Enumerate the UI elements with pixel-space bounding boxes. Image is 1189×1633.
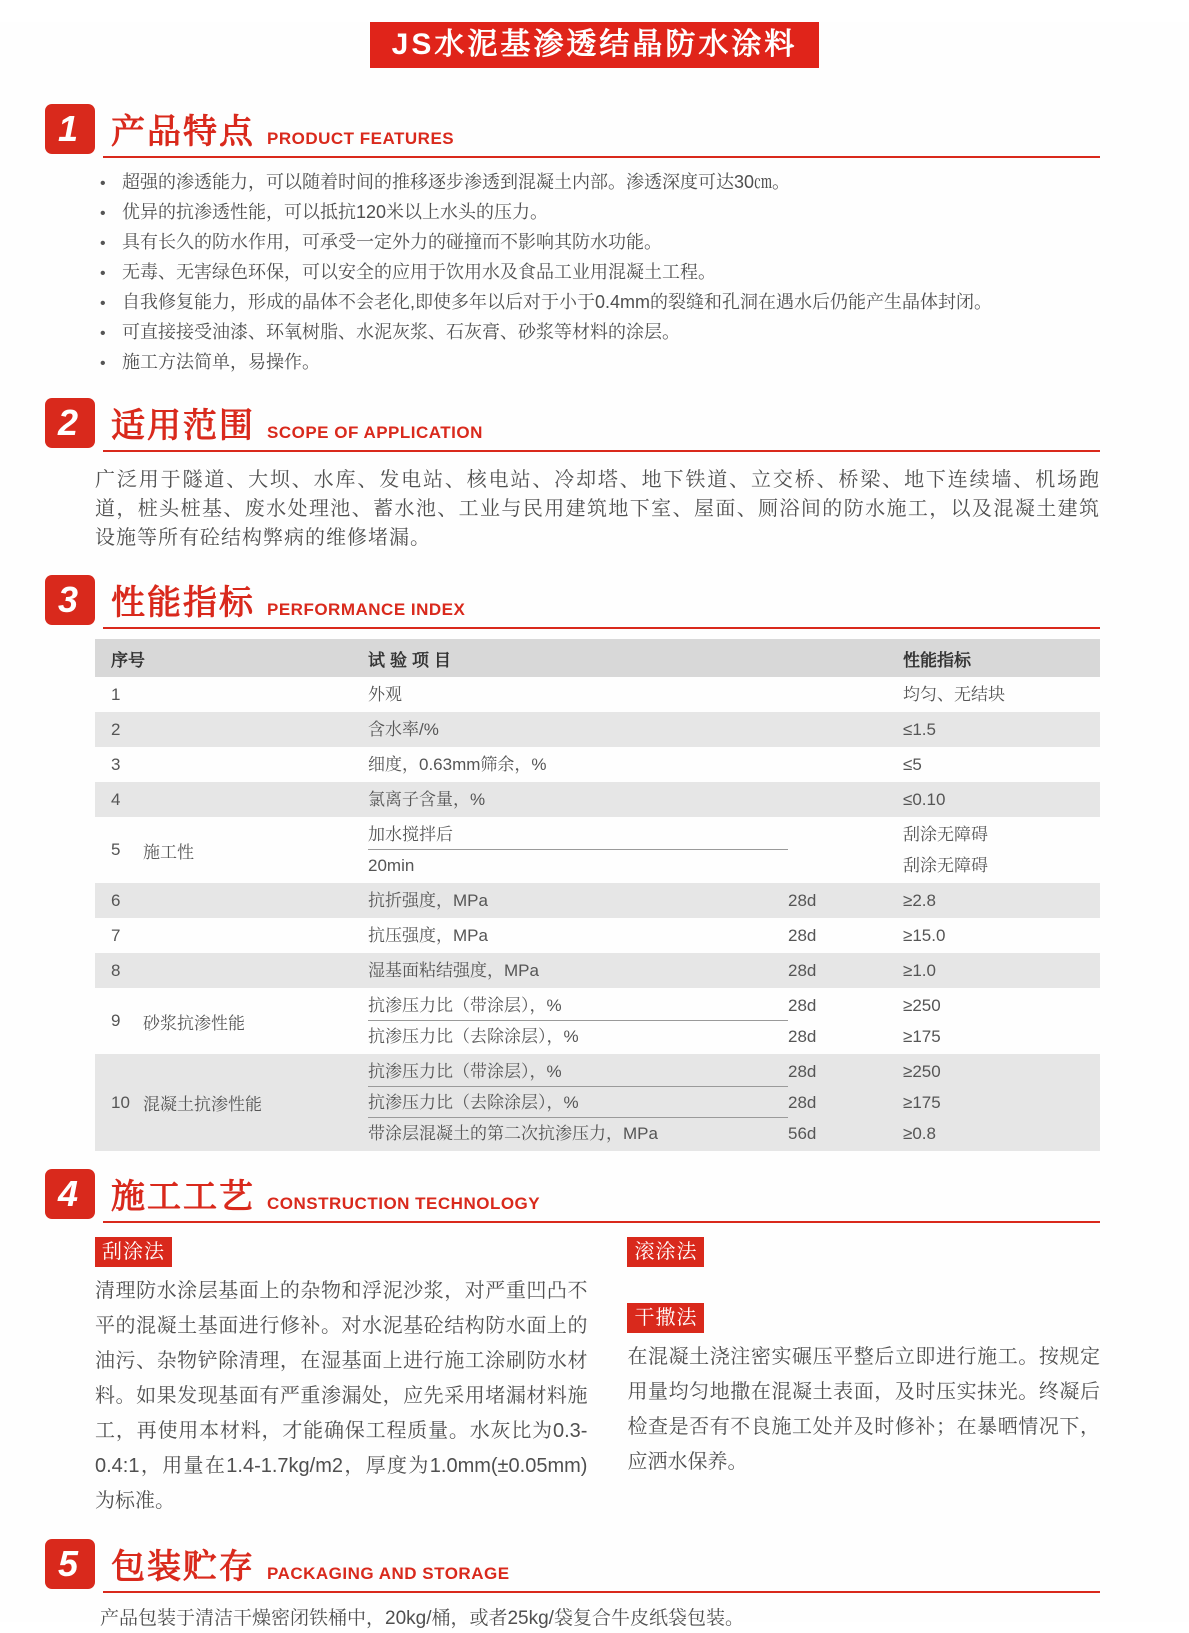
feature-text: 具有长久的防水作用，可承受一定外力的碰撞而不影响其防水功能。 bbox=[122, 232, 662, 252]
header-cell-age bbox=[788, 641, 903, 675]
feature-text: 优异的抗渗透性能，可以抵抗120米以上水头的压力。 bbox=[122, 202, 549, 222]
section-number-badge: 5 bbox=[45, 1539, 95, 1589]
cell-row-number: 2 bbox=[111, 719, 121, 739]
cell-category bbox=[143, 714, 368, 745]
performance-table bbox=[95, 639, 1100, 1151]
cell-index-value: ≥1.0 bbox=[903, 961, 936, 980]
cell-category bbox=[143, 784, 368, 815]
table-row bbox=[95, 817, 1100, 883]
cell-test-item: 湿基面粘结强度，MPa bbox=[368, 961, 539, 980]
cell-age: 28d bbox=[788, 926, 817, 945]
cell-row-number: 10 bbox=[111, 1092, 130, 1112]
cell-index-value: ≥2.8 bbox=[903, 891, 936, 910]
cell-age bbox=[788, 714, 903, 745]
packaging-paragraph: 产品包装于清洁干燥密闭铁桶中，20kg/桶，或者25kg/袋复合牛皮纸袋包装。 bbox=[100, 1608, 744, 1629]
cell-test-item: 外观 bbox=[368, 685, 402, 704]
cell-test-item: 抗折强度，MPa bbox=[368, 891, 488, 910]
spacer bbox=[627, 1267, 1100, 1303]
method-badge-roll: 滚涂法 bbox=[627, 1237, 704, 1267]
cell-index-value: ≤1.5 bbox=[903, 720, 936, 739]
section-underline bbox=[103, 1591, 1100, 1593]
table-row bbox=[95, 883, 1100, 918]
cell-index-value: ≤5 bbox=[903, 755, 922, 774]
feature-item bbox=[100, 168, 1100, 198]
section-subtitle: CONSTRUCTION TECHNOLOGY bbox=[267, 1194, 541, 1213]
feature-text: 施工方法简单，易操作。 bbox=[122, 352, 320, 372]
method-text-dry-sprinkle: 在混凝土浇注密实碾压平整后立即进行施工。按规定用量均匀地撒在混凝土表面，及时压实抹光。终凝后检查是否有不良施工处并及时修补；在暴晒情况下，应洒水保养。 bbox=[627, 1346, 1100, 1473]
section-subtitle: PRODUCT FEATURES bbox=[267, 129, 455, 148]
cell-test-item: 抗压强度，MPa bbox=[368, 926, 488, 945]
section-title: 施工工艺 bbox=[111, 1178, 255, 1216]
feature-item bbox=[100, 258, 1100, 288]
construction-methods bbox=[95, 1237, 1100, 1519]
cell-category: 施工性 bbox=[143, 842, 194, 862]
section-title: 产品特点 bbox=[111, 113, 255, 151]
page-title: JS水泥基渗透结晶防水涂料 bbox=[370, 22, 820, 68]
cell-index-value: ≤0.10 bbox=[903, 790, 946, 809]
cell-index-value: ≥250 ≥175 bbox=[903, 996, 941, 1046]
cell-index-value: ≥250 ≥175 ≥0.8 bbox=[903, 1062, 941, 1143]
cell-row-number: 3 bbox=[111, 754, 121, 774]
section-header-performance bbox=[45, 575, 1100, 629]
bullet-icon: • bbox=[100, 175, 106, 192]
method-text-scrape: 清理防水涂层基面上的杂物和浮泥沙浆，对严重凹凸不平的混凝土基面进行修补。对水泥基砼结构防水面上的油污、杂物铲除清理，在湿基面上进行施工涂刷防水材料。如果发现基面有严重渗漏处，应先采用堵漏材料施工，再使用本材料，才能确保工程质量。水灰比为0.3-0.4:1，用量在1.4-1.7kg/m2，厚度为1.0mm(±0.05mm)为标准。 bbox=[95, 1280, 588, 1512]
header-cell-no: 序号 bbox=[111, 650, 145, 670]
feature-item bbox=[100, 228, 1100, 258]
construction-left-column bbox=[95, 1237, 587, 1519]
cell-test-item: 加水搅拌后 20min bbox=[368, 819, 788, 881]
cell-row-number: 8 bbox=[111, 960, 121, 980]
cell-test-item: 含水率/% bbox=[368, 720, 439, 739]
cell-row-number: 1 bbox=[111, 684, 121, 704]
header-cell-index: 性能指标 bbox=[903, 650, 971, 670]
cell-age: 28d bbox=[788, 961, 817, 980]
table-header-row bbox=[95, 639, 1100, 677]
method-badge-scrape: 刮涂法 bbox=[95, 1237, 172, 1267]
cell-age bbox=[788, 819, 903, 881]
section-title: 包装贮存 bbox=[111, 1548, 255, 1586]
section-header-product-features bbox=[45, 104, 1100, 158]
table-row bbox=[95, 747, 1100, 782]
bullet-icon: • bbox=[100, 205, 106, 222]
cell-row-number: 9 bbox=[111, 1011, 121, 1030]
cell-index-value: ≥15.0 bbox=[903, 926, 946, 945]
header-cell-item: 试验项目 bbox=[368, 650, 456, 670]
bullet-icon: • bbox=[100, 265, 106, 282]
cell-row-number: 6 bbox=[111, 890, 121, 910]
table-row bbox=[95, 988, 1100, 1054]
bullet-icon: • bbox=[100, 355, 106, 372]
features-list bbox=[100, 168, 1100, 378]
performance-table-body bbox=[95, 677, 1100, 1151]
cell-index-value: 刮涂无障碍 刮涂无障碍 bbox=[903, 825, 988, 875]
cell-category: 混凝土抗渗性能 bbox=[143, 1095, 262, 1114]
cell-test-item: 细度，0.63mm筛余，% bbox=[368, 755, 547, 774]
feature-text: 可直接接受油漆、环氧树脂、水泥灰浆、石灰膏、砂浆等材料的涂层。 bbox=[122, 322, 680, 342]
section-underline bbox=[103, 156, 1100, 158]
feature-item bbox=[100, 348, 1100, 378]
feature-text: 超强的渗透能力，可以随着时间的推移逐步渗透到混凝土内部。渗透深度可达30㎝。 bbox=[122, 172, 791, 192]
feature-item bbox=[100, 198, 1100, 228]
bullet-icon: • bbox=[100, 235, 106, 252]
cell-age bbox=[788, 679, 903, 710]
table-row bbox=[95, 953, 1100, 988]
section-number-badge: 4 bbox=[45, 1169, 95, 1219]
bullet-icon: • bbox=[100, 295, 106, 312]
cell-age: 28d bbox=[788, 891, 817, 910]
section-number-badge: 3 bbox=[45, 575, 95, 625]
section-subtitle: PACKAGING AND STORAGE bbox=[267, 1564, 510, 1583]
section-underline bbox=[103, 450, 1100, 452]
cell-category bbox=[143, 920, 368, 951]
table-row bbox=[95, 1054, 1100, 1151]
cell-category: 砂浆抗渗性能 bbox=[143, 1013, 245, 1033]
method-badge-dry-sprinkle: 干撒法 bbox=[627, 1303, 704, 1333]
cell-test-item: 抗渗压力比（带涂层），% 抗渗压力比（去除涂层），% 带涂层混凝土的第二次抗渗压力，MPa bbox=[368, 1056, 788, 1149]
section-header-scope bbox=[45, 398, 1100, 452]
feature-text: 无毒、无害绿色环保，可以安全的应用于饮用水及食品工业用混凝土工程。 bbox=[122, 262, 716, 282]
product-spec-page bbox=[0, 22, 1189, 1629]
section-subtitle: SCOPE OF APPLICATION bbox=[267, 423, 483, 442]
cell-test-item: 氯离子含量，% bbox=[368, 790, 486, 809]
cell-category bbox=[143, 749, 368, 780]
section-header-packaging bbox=[45, 1539, 1100, 1593]
section-title: 性能指标 bbox=[111, 584, 255, 622]
cell-index-value: 均匀、无结块 bbox=[903, 685, 1005, 704]
feature-text: 自我修复能力，形成的晶体不会老化,即使多年以后对于小于0.4mm的裂缝和孔洞在遇水后仍能产生晶体封闭。 bbox=[122, 292, 993, 312]
construction-right-column bbox=[627, 1237, 1100, 1519]
table-row bbox=[95, 712, 1100, 747]
cell-row-number: 4 bbox=[111, 789, 121, 809]
feature-item bbox=[100, 288, 1100, 318]
feature-item bbox=[100, 318, 1100, 348]
cell-row-number: 5 bbox=[111, 840, 121, 859]
section-underline bbox=[103, 627, 1100, 629]
section-title: 适用范围 bbox=[111, 407, 255, 445]
cell-age: 28d 28d 56d bbox=[788, 1062, 817, 1143]
cell-category bbox=[143, 885, 368, 916]
section-underline bbox=[103, 1221, 1100, 1223]
cell-age: 28d 28d bbox=[788, 996, 817, 1046]
cell-test-item: 抗渗压力比（带涂层），% 抗渗压力比（去除涂层），% bbox=[368, 990, 788, 1052]
table-row bbox=[95, 677, 1100, 712]
section-subtitle: PERFORMANCE INDEX bbox=[267, 600, 466, 619]
section-number-badge: 2 bbox=[45, 398, 95, 448]
cell-row-number: 7 bbox=[111, 925, 121, 945]
bullet-icon: • bbox=[100, 325, 106, 342]
section-number-badge: 1 bbox=[45, 104, 95, 154]
table-row bbox=[95, 918, 1100, 953]
section-header-construction bbox=[45, 1169, 1100, 1223]
table-row bbox=[95, 782, 1100, 817]
scope-paragraph: 广泛用于隧道、大坝、水库、发电站、核电站、冷却塔、地下铁道、立交桥、桥梁、地下连续墙、机场跑道，桩头桩基、废水处理池、蓄水池、工业与民用建筑地下室、屋面、厕浴间的防水施工，以及混凝土建筑设施等所有砼结构弊病的维修堵漏。 bbox=[95, 469, 1100, 549]
cell-category bbox=[143, 679, 368, 710]
cell-age bbox=[788, 784, 903, 815]
cell-category bbox=[143, 955, 368, 986]
cell-age bbox=[788, 749, 903, 780]
